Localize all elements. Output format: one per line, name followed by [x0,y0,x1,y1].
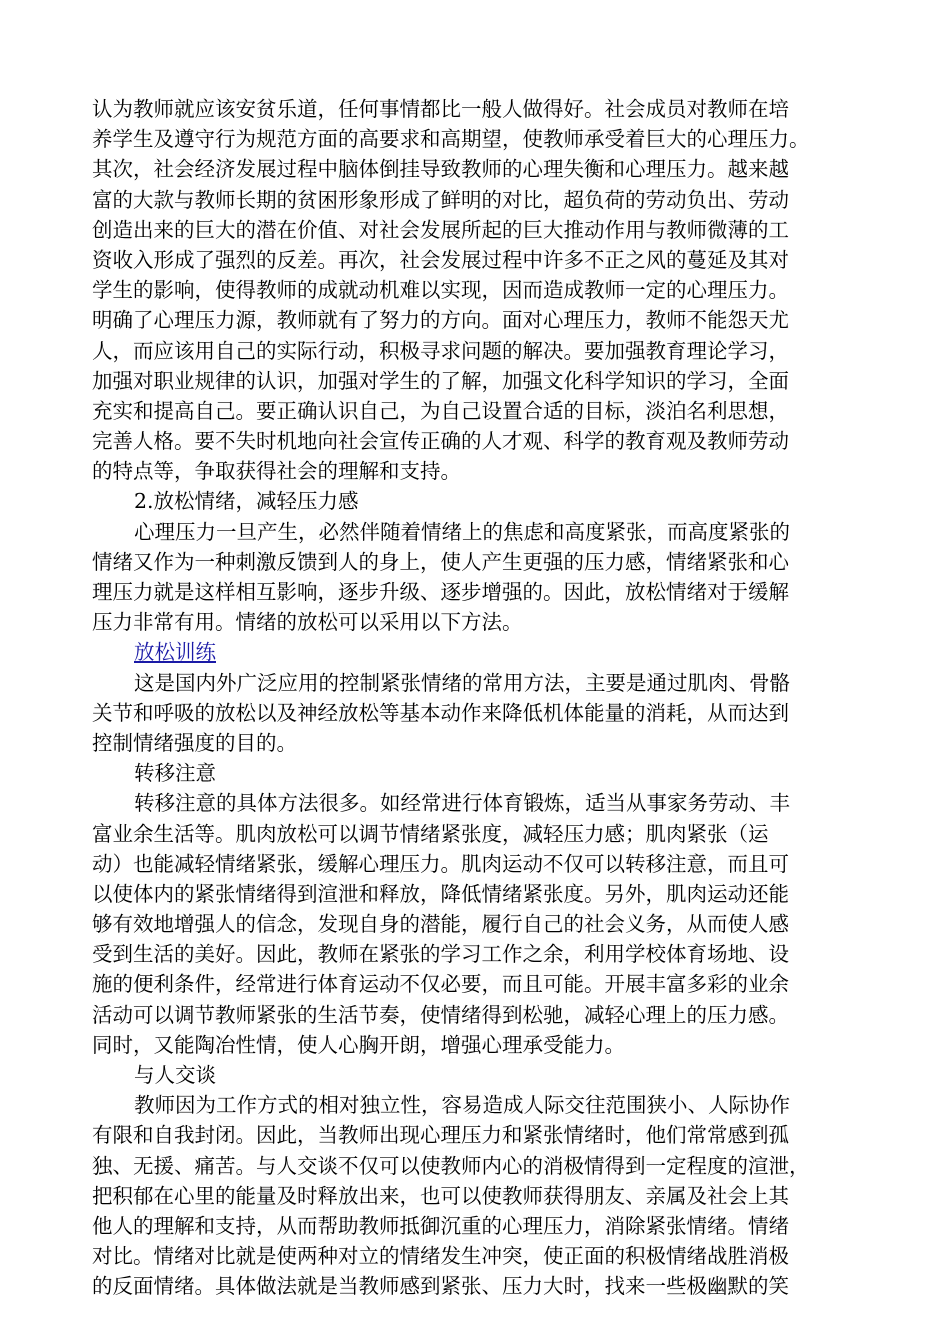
text-line: 情绪又作为一种刺激反馈到人的身上，使人产生更强的压力感，情绪紧张和心 [92,549,789,574]
text-line: 活动可以调节教师紧张的生活节奏，使情绪得到松驰，减轻心理上的压力感。 [92,1002,789,1027]
text-line: 控制情绪强度的目的。 [92,730,297,755]
text-line: 人，而应该用自己的实际行动，积极寻求问题的解决。要加强教育理论学习， [92,338,789,363]
text-line: 转移注意 [134,761,216,786]
text-line: 他人的理解和支持，从而帮助教师抵御沉重的心理压力，消除紧张情绪。情绪 [92,1213,789,1238]
text-line: 学生的影响，使得教师的成就动机难以实现，因而造成教师一定的心理压力。 [92,278,789,303]
text-line: 2.放松情绪，减轻压力感 [134,489,359,514]
text-line: 关节和呼吸的放松以及神经放松等基本动作来降低机体能量的消耗，从而达到 [92,700,789,725]
text-line: 资收入形成了强烈的反差。再次，社会发展过程中许多不正之风的蔓延及其对 [92,247,789,272]
text-line: 理压力就是这样相互影响，逐步升级、逐步增强的。因此，放松情绪对于缓解 [92,580,789,604]
text-line: 加强对职业规律的认识，加强对学生的了解，加强文化科学知识的学习，全面 [92,368,789,393]
text-line: 富的大款与教师长期的贫困形象形成了鲜明的对比，超负荷的劳动负出、劳动 [92,187,789,212]
text-line: 对比。情绪对比就是使两种对立的情绪发生冲突，使正面的积极情绪战胜消极 [92,1244,789,1269]
text-line: 动）也能减轻情绪紧张，缓解心理压力。肌肉运动不仅可以转移注意，而且可 [92,851,789,876]
text-line: 与人交谈 [134,1063,216,1087]
text-line: 够有效地增强人的信念，发现自身的潜能，履行自己的社会义务，从而使人感 [92,912,789,937]
text-line: 完善人格。要不失时机地向社会宣传正确的人才观、科学的教育观及教师劳动 [92,429,789,454]
text-line: 其次，社会经济发展过程中脑体倒挂导致教师的心理失衡和心理压力。越来越 [92,157,789,182]
document-page [92,94,854,1302]
text-line: 转移注意的具体方法很多。如经常进行体育锻炼，适当从事家务劳动、丰 [134,791,790,816]
text-line: 受到生活的美好。因此，教师在紧张的学习工作之余，利用学校体育场地、设 [92,942,789,967]
text-line: 有限和自我封闭。因此，当教师出现心理压力和紧张情绪时，他们常常感到孤 [92,1123,789,1148]
text-line: 以使体内的紧张情绪得到渲泄和释放，降低情绪紧张度。另外，肌肉运动还能 [92,881,789,906]
link-line [92,637,854,667]
text-line: 的特点等，争取获得社会的理解和支持。 [92,459,461,484]
text-line: 的反面情绪。具体做法就是当教师感到紧张、压力大时，找来一些极幽默的笑 [92,1274,789,1299]
text-line: 养学生及遵守行为规范方面的高要求和高期望，使教师承受着巨大的心理压力。 [92,127,810,152]
relaxation-training-link[interactable]: 放松训练 [134,640,216,665]
text-line: 施的便利条件，经常进行体育运动不仅必要，而且可能。开展丰富多彩的业余 [92,972,789,997]
text-line: 同时，又能陶冶性情，使人心胸开朗，增强心理承受能力。 [92,1032,625,1057]
text-line: 明确了心理压力源，教师就有了努力的方向。面对心理压力，教师不能怨天尤 [92,308,789,333]
text-line: 认为教师就应该安贫乐道，任何事情都比一般人做得好。社会成员对教师在培 [92,97,789,121]
text-line: 充实和提高自己。要正确认识自己，为自己设置合适的目标，淡泊名利思想， [92,398,789,423]
text-line: 压力非常有用。情绪的放松可以采用以下方法。 [92,610,523,635]
text-line: 教师因为工作方式的相对独立性，容易造成人际交往范围狭小、人际协作 [134,1093,790,1118]
text-line: 把积郁在心里的能量及时释放出来，也可以使教师获得朋友、亲属及社会上其 [92,1183,789,1208]
text-line: 心理压力一旦产生，必然伴随着情绪上的焦虑和高度紧张，而高度紧张的 [134,519,790,544]
text-line: 独、无援、痛苦。与人交谈不仅可以使教师内心的消极情得到一定程度的渲泄， [92,1153,810,1178]
text-line: 富业余生活等。肌肉放松可以调节情绪紧张度，减轻压力感；肌肉紧张（运 [92,821,769,846]
text-line: 这是国内外广泛应用的控制紧张情绪的常用方法，主要是通过肌肉、骨骼 [134,670,790,695]
text-line: 创造出来的巨大的潜在价值、对社会发展所起的巨大推动作用与教师微薄的工 [92,217,789,242]
